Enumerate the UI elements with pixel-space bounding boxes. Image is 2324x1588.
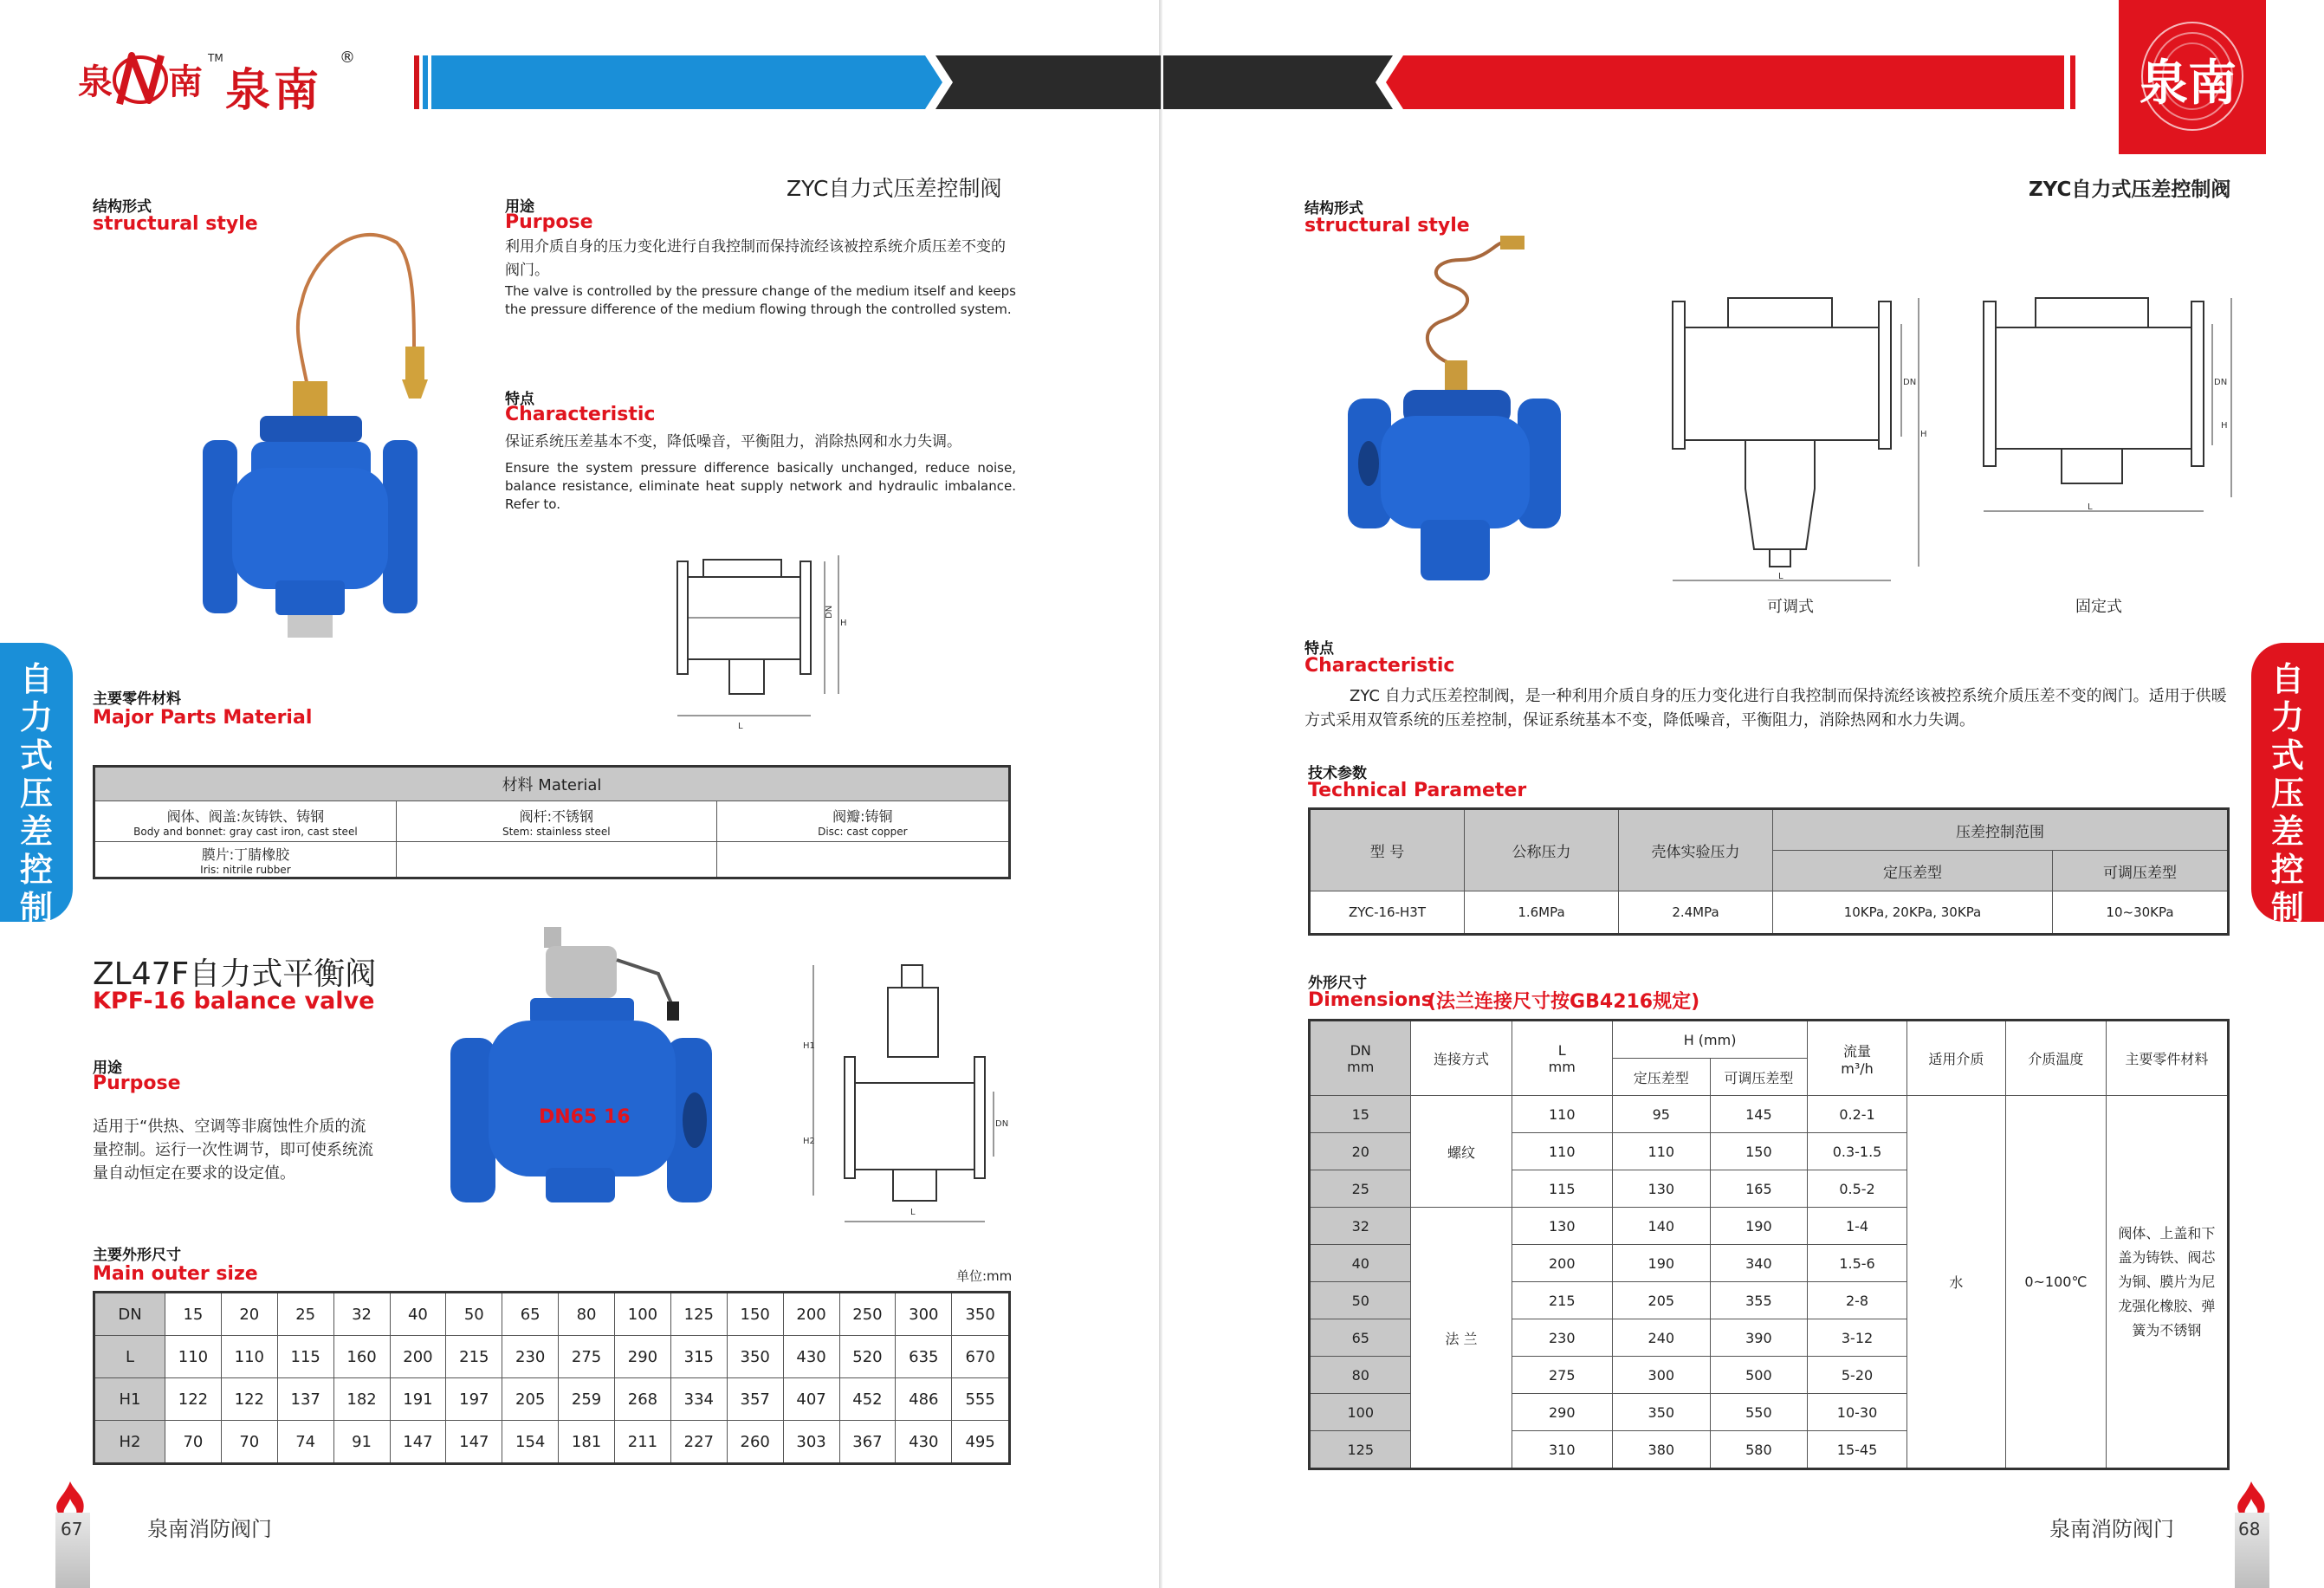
side-tab-char: 差 bbox=[2270, 813, 2304, 851]
left-purpose-zh: 用途 bbox=[505, 198, 534, 216]
size-cell: 160 bbox=[333, 1336, 390, 1378]
tech-table bbox=[1308, 807, 2230, 936]
size-cell: 230 bbox=[502, 1336, 559, 1378]
dim-h-flow-unit: m³/h bbox=[1841, 1060, 1874, 1077]
size-cell: 350 bbox=[727, 1336, 783, 1378]
size-cell: 110 bbox=[165, 1336, 222, 1378]
fixed-label: 固定式 bbox=[2075, 598, 2122, 616]
dim-dn-cell: 20 bbox=[1310, 1133, 1411, 1170]
left-purpose-text-en: The valve is controlled by the pressure change of the medium itself and keeps the pressure difference of the medium flowing through the controlled system. bbox=[505, 283, 1016, 317]
header-band-right bbox=[1163, 55, 2081, 109]
side-tab-char: 自 bbox=[2270, 660, 2304, 698]
zyc-valve-image bbox=[197, 208, 423, 658]
tech-h-fixed: 定压差型 bbox=[1773, 851, 2053, 891]
dim-flow-cell: 15-45 bbox=[1808, 1431, 1907, 1469]
kpf-title: KPF-16 balance valve bbox=[93, 988, 375, 1014]
dim-h-h-adjust: 可调压差型 bbox=[1710, 1059, 1808, 1096]
size-cell: 367 bbox=[839, 1421, 896, 1464]
page-number-right: 68 bbox=[2238, 1519, 2261, 1539]
zyc-valve-image-right bbox=[1348, 234, 1573, 598]
left-purpose2-zh: 用途 bbox=[93, 1060, 122, 1077]
zyc-dimension-drawing bbox=[669, 551, 868, 733]
dim-dn-cell: 65 bbox=[1310, 1319, 1411, 1357]
left-structural-en: structural style bbox=[93, 213, 258, 235]
dim-dn-label: DN bbox=[825, 605, 834, 619]
size-cell: 635 bbox=[896, 1336, 952, 1378]
material-cell-en: Disc: cast copper bbox=[818, 825, 908, 838]
left-purpose2-en: Purpose bbox=[93, 1073, 181, 1094]
dim-dn-label: DN bbox=[2214, 378, 2228, 387]
zl47f-title: ZL47F自力式平衡阀 bbox=[93, 956, 377, 992]
dim-flow-cell: 1-4 bbox=[1808, 1208, 1907, 1245]
valve-cast-mark: DN65 16 bbox=[539, 1106, 631, 1128]
dim-h-dn-unit: mm bbox=[1347, 1058, 1375, 1075]
left-size-zh: 主要外形尺寸 bbox=[93, 1247, 181, 1264]
footer-text-left: 泉南消防阀门 bbox=[147, 1517, 272, 1541]
left-char-zh: 特点 bbox=[505, 391, 534, 408]
size-cell: 110 bbox=[221, 1336, 277, 1378]
dim-h-fixed-cell: 130 bbox=[1613, 1170, 1711, 1208]
book-spine bbox=[1159, 0, 1162, 1588]
tech-cell: 2.4MPa bbox=[1619, 891, 1773, 935]
size-cell: 211 bbox=[615, 1421, 671, 1464]
right-tech-zh: 技术参数 bbox=[1308, 765, 1367, 782]
side-tab-right bbox=[2251, 643, 2324, 965]
dim-l-cell: 310 bbox=[1512, 1431, 1612, 1469]
material-cell-zh: 阀杆:不锈钢 bbox=[519, 807, 593, 825]
side-tab-char: 制 bbox=[19, 889, 53, 927]
dim-h-adjust-cell: 390 bbox=[1710, 1319, 1808, 1357]
dim-l-cell: 290 bbox=[1512, 1394, 1612, 1431]
dim-h-l: L bbox=[1557, 1041, 1566, 1059]
size-cell: 430 bbox=[896, 1421, 952, 1464]
dim-dn-label: DN bbox=[1903, 378, 1917, 387]
dim-dn-cell: 32 bbox=[1310, 1208, 1411, 1245]
size-cell: 227 bbox=[670, 1421, 727, 1464]
size-cell: 250 bbox=[839, 1293, 896, 1336]
size-cell: 259 bbox=[559, 1378, 615, 1421]
tech-h-pressure: 公称压力 bbox=[1465, 809, 1619, 891]
left-purpose-en: Purpose bbox=[505, 211, 593, 233]
dim-l-cell: 230 bbox=[1512, 1319, 1612, 1357]
size-cell: 200 bbox=[783, 1293, 839, 1336]
size-cell: 100 bbox=[615, 1293, 671, 1336]
size-cell: 15 bbox=[165, 1293, 222, 1336]
dim-dn-cell: 25 bbox=[1310, 1170, 1411, 1208]
dim-h-label: H bbox=[1920, 430, 1927, 439]
svg-text:南: 南 bbox=[168, 62, 203, 102]
dim-flow-cell: 0.5-2 bbox=[1808, 1170, 1907, 1208]
header-band-blue-thin bbox=[423, 55, 428, 109]
side-tab-char: 式 bbox=[2270, 736, 2304, 775]
size-cell: 200 bbox=[390, 1336, 446, 1378]
fixed-drawing bbox=[1975, 289, 2235, 532]
dim-flow-cell: 0.3-1.5 bbox=[1808, 1133, 1907, 1170]
size-cell: 137 bbox=[277, 1378, 333, 1421]
material-cell-zh: 膜片:丁腈橡胶 bbox=[201, 846, 290, 863]
size-table bbox=[93, 1291, 1011, 1465]
dim-h-conn: 连接方式 bbox=[1411, 1021, 1512, 1096]
dim-h-label: H bbox=[840, 619, 847, 628]
size-cell: 303 bbox=[783, 1421, 839, 1464]
dim-h-temp: 介质温度 bbox=[2005, 1021, 2106, 1096]
material-cell-en: Body and bonnet: gray cast iron, cast steel bbox=[133, 825, 358, 838]
logo bbox=[78, 43, 372, 117]
dim-h-fixed-cell: 380 bbox=[1613, 1431, 1711, 1469]
dim-h-adjust-cell: 150 bbox=[1710, 1133, 1808, 1170]
size-cell: 555 bbox=[952, 1378, 1010, 1421]
size-row bbox=[94, 1293, 1010, 1336]
side-tab-char: 压 bbox=[2270, 775, 2304, 813]
material-cell-en: Iris: nitrile rubber bbox=[200, 863, 291, 876]
size-cell: 486 bbox=[896, 1378, 952, 1421]
dim-l-cell: 275 bbox=[1512, 1357, 1612, 1394]
size-cell: 50 bbox=[446, 1293, 502, 1336]
tech-cell: 10~30KPa bbox=[2053, 891, 2229, 935]
side-tab-left-text bbox=[0, 660, 73, 965]
size-cell: 215 bbox=[446, 1336, 502, 1378]
left-char-text-zh: 保证系统压差基本不变，降低噪音，平衡阻力，消除热网和水力失调。 bbox=[505, 433, 961, 450]
header-band-red-end bbox=[2070, 55, 2075, 109]
size-cell: 74 bbox=[277, 1421, 333, 1464]
dim-h-l-unit: mm bbox=[1548, 1058, 1576, 1075]
dim-dn-cell: 80 bbox=[1310, 1357, 1411, 1394]
size-cell: 452 bbox=[839, 1378, 896, 1421]
dimensions-table bbox=[1308, 1019, 2230, 1470]
size-cell: 125 bbox=[670, 1293, 727, 1336]
right-dim-zh: 外形尺寸 bbox=[1308, 975, 1367, 992]
dim-l-cell: 200 bbox=[1512, 1245, 1612, 1282]
dim-dn-cell: 40 bbox=[1310, 1245, 1411, 1282]
zl47f-valve-image bbox=[450, 925, 728, 1220]
tech-h-model: 型 号 bbox=[1310, 809, 1465, 891]
size-cell: 91 bbox=[333, 1421, 390, 1464]
seal-text: 泉南 bbox=[2140, 55, 2237, 112]
dim-flow-cell: 3-12 bbox=[1808, 1319, 1907, 1357]
zl47f-dimension-drawing bbox=[801, 962, 1009, 1230]
left-size-en: Main outer size bbox=[93, 1263, 258, 1285]
left-char-text-en: Ensure the system pressure difference basically unchanged, reduce noise, balance resistance, eliminate heat supply network and hydraulic imbalance. Refer to. bbox=[505, 460, 1016, 512]
dim-dn-cell: 125 bbox=[1310, 1431, 1411, 1469]
size-cell: 182 bbox=[333, 1378, 390, 1421]
dim-medium-cell: 水 bbox=[1906, 1096, 2005, 1469]
size-cell: 315 bbox=[670, 1336, 727, 1378]
size-cell: 260 bbox=[727, 1421, 783, 1464]
dim-h-medium: 适用介质 bbox=[1906, 1021, 2005, 1096]
side-tab-char: 控 bbox=[2270, 851, 2304, 889]
size-row-header: H1 bbox=[94, 1378, 165, 1421]
size-row bbox=[94, 1336, 1010, 1378]
svg-text:泉: 泉 bbox=[78, 62, 113, 102]
dim-flow-cell: 5-20 bbox=[1808, 1357, 1907, 1394]
size-cell: 122 bbox=[221, 1378, 277, 1421]
dim-dn-cell: 50 bbox=[1310, 1282, 1411, 1319]
left-parts-en: Major Parts Material bbox=[93, 707, 313, 729]
dim-l-cell: 130 bbox=[1512, 1208, 1612, 1245]
right-tech-en: Technical Parameter bbox=[1308, 780, 1527, 801]
size-cell: 147 bbox=[390, 1421, 446, 1464]
dim-flow-cell: 0.2-1 bbox=[1808, 1096, 1907, 1133]
dim-h-h-fixed: 定压差型 bbox=[1613, 1059, 1711, 1096]
left-purpose2-text: 适用于“供热、空调等非腐蚀性介质的流量控制。运行一次性调节，即可使系统流量自动恒定在要求的设定值。 bbox=[93, 1118, 373, 1183]
dim-h-adjust-cell: 580 bbox=[1710, 1431, 1808, 1469]
dim-h-adjust-cell: 165 bbox=[1710, 1170, 1808, 1208]
size-cell: 268 bbox=[615, 1378, 671, 1421]
size-cell: 115 bbox=[277, 1336, 333, 1378]
size-cell: 70 bbox=[165, 1421, 222, 1464]
trademark-mark: TM bbox=[208, 52, 223, 64]
dim-h-fixed-cell: 110 bbox=[1613, 1133, 1711, 1170]
size-cell: 197 bbox=[446, 1378, 502, 1421]
dim-h-fixed-cell: 205 bbox=[1613, 1282, 1711, 1319]
dim-l-cell: 115 bbox=[1512, 1170, 1612, 1208]
material-cell-en: Stem: stainless steel bbox=[502, 825, 611, 838]
size-row-header: DN bbox=[94, 1293, 165, 1336]
size-row bbox=[94, 1421, 1010, 1464]
material-row bbox=[94, 842, 1010, 878]
size-row-header: H2 bbox=[94, 1421, 165, 1464]
dim-h-fixed-cell: 350 bbox=[1613, 1394, 1711, 1431]
side-tab-char: 力 bbox=[19, 698, 53, 736]
size-row-header: L bbox=[94, 1336, 165, 1378]
right-char-en: Characteristic bbox=[1304, 655, 1455, 677]
dim-temp-cell: 0~100℃ bbox=[2005, 1096, 2106, 1469]
size-cell: 70 bbox=[221, 1421, 277, 1464]
size-cell: 520 bbox=[839, 1336, 896, 1378]
dim-h-fixed-cell: 140 bbox=[1613, 1208, 1711, 1245]
size-cell: 20 bbox=[221, 1293, 277, 1336]
tech-cell: ZYC-16-H3T bbox=[1310, 891, 1465, 935]
dim-h-adjust-cell: 500 bbox=[1710, 1357, 1808, 1394]
side-tab-char: 式 bbox=[19, 736, 53, 775]
size-cell: 32 bbox=[333, 1293, 390, 1336]
size-cell: 65 bbox=[502, 1293, 559, 1336]
dim-conn-cell: 法 兰 bbox=[1411, 1208, 1512, 1469]
material-cell-zh: 阀瓣:铸铜 bbox=[832, 807, 893, 825]
dim-flow-cell: 2-8 bbox=[1808, 1282, 1907, 1319]
material-row bbox=[94, 801, 1010, 842]
size-cell: 80 bbox=[559, 1293, 615, 1336]
tech-h-range: 压差控制范围 bbox=[1773, 809, 2229, 851]
dim-h-adjust-cell: 550 bbox=[1710, 1394, 1808, 1431]
size-cell: 300 bbox=[896, 1293, 952, 1336]
seal-badge bbox=[2119, 0, 2266, 154]
page-number-left: 67 bbox=[61, 1519, 83, 1539]
dim-h-fixed-cell: 190 bbox=[1613, 1245, 1711, 1282]
dim-conn-cell: 螺纹 bbox=[1411, 1096, 1512, 1208]
dim-l-label: L bbox=[1778, 572, 1783, 581]
dim-h-fixed-cell: 300 bbox=[1613, 1357, 1711, 1394]
dim-h-adjust-cell: 355 bbox=[1710, 1282, 1808, 1319]
dim-l-label: L bbox=[2088, 502, 2093, 512]
tech-cell: 10KPa, 20KPa, 30KPa bbox=[1773, 891, 2053, 935]
dim-l-label: L bbox=[910, 1208, 916, 1217]
size-cell: 334 bbox=[670, 1378, 727, 1421]
dim-h-fixed-cell: 95 bbox=[1613, 1096, 1711, 1133]
left-structural-zh: 结构形式 bbox=[93, 198, 152, 216]
right-structural-en: structural style bbox=[1304, 215, 1470, 237]
dim-h-label: H bbox=[2221, 421, 2228, 431]
left-parts-zh: 主要零件材料 bbox=[93, 690, 181, 708]
dim-l-cell: 110 bbox=[1512, 1096, 1612, 1133]
header-band-red-thin bbox=[414, 55, 419, 109]
dim-dn-cell: 100 bbox=[1310, 1394, 1411, 1431]
right-char-zh: 特点 bbox=[1304, 640, 1334, 658]
size-cell: 191 bbox=[390, 1378, 446, 1421]
size-cell: 40 bbox=[390, 1293, 446, 1336]
tech-row bbox=[1310, 891, 2229, 935]
left-purpose-text-zh: 利用介质自身的压力变化进行自我控制而保持流经该被控系统介质压差不变的阀门。 bbox=[505, 238, 1006, 279]
right-char-text: ZYC 自力式压差控制阀，是一种利用介质自身的压力变化进行自我控制而保持流经该被控系统介质压差不变的阀门。适用于供暖方式采用双管系统的压差控制，保证系统基本不变，降低噪音，平衡阻力，消除热网和水力失调。 bbox=[1304, 687, 2227, 729]
size-cell: 290 bbox=[615, 1336, 671, 1378]
size-cell: 205 bbox=[502, 1378, 559, 1421]
tech-h-test: 壳体实验压力 bbox=[1619, 809, 1773, 891]
size-cell: 25 bbox=[277, 1293, 333, 1336]
size-cell: 154 bbox=[502, 1421, 559, 1464]
left-char-en: Characteristic bbox=[505, 404, 656, 425]
side-tab-left bbox=[0, 643, 73, 965]
dim-dn-cell: 15 bbox=[1310, 1096, 1411, 1133]
dim-l-label: L bbox=[738, 722, 743, 731]
dim-h-h: H (mm) bbox=[1613, 1021, 1808, 1059]
left-product-title: ZYC自力式压差控制阀 bbox=[787, 176, 1002, 201]
side-tab-right-text bbox=[2251, 660, 2324, 965]
tech-h-adjust: 可调压差型 bbox=[2053, 851, 2229, 891]
dim-l-cell: 110 bbox=[1512, 1133, 1612, 1170]
adjustable-label: 可调式 bbox=[1767, 598, 1814, 616]
dim-h-adjust-cell: 340 bbox=[1710, 1245, 1808, 1282]
size-cell: 275 bbox=[559, 1336, 615, 1378]
adjustable-drawing bbox=[1667, 289, 1936, 593]
dim-dn-label: DN bbox=[995, 1119, 1009, 1129]
dim-flow-cell: 1.5-6 bbox=[1808, 1245, 1907, 1282]
size-cell: 670 bbox=[952, 1336, 1010, 1378]
dim-h-fixed-cell: 240 bbox=[1613, 1319, 1711, 1357]
dim-h-parts: 主要零件材料 bbox=[2106, 1021, 2228, 1096]
size-cell: 407 bbox=[783, 1378, 839, 1421]
right-structural-zh: 结构形式 bbox=[1304, 200, 1363, 217]
footer-text-right: 泉南消防阀门 bbox=[2049, 1517, 2174, 1541]
side-tab-char: 力 bbox=[2270, 698, 2304, 736]
side-tab-char: 阀 bbox=[19, 927, 53, 965]
size-cell: 150 bbox=[727, 1293, 783, 1336]
size-cell: 147 bbox=[446, 1421, 502, 1464]
tech-cell: 1.6MPa bbox=[1465, 891, 1619, 935]
dim-h-dn: DN bbox=[1350, 1041, 1371, 1059]
side-tab-char: 控 bbox=[19, 851, 53, 889]
right-product-title: ZYC自力式压差控制阀 bbox=[2029, 178, 2231, 201]
dim-row bbox=[1310, 1096, 2229, 1133]
side-tab-char: 阀 bbox=[2270, 927, 2304, 965]
size-cell: 122 bbox=[165, 1378, 222, 1421]
left-unit: 单位:mm bbox=[956, 1268, 1013, 1284]
material-cell-zh: 阀体、阀盖:灰铸铁、铸钢 bbox=[166, 807, 325, 825]
side-tab-char: 制 bbox=[2270, 889, 2304, 927]
right-dim-note: (法兰连接尺寸按GB4216规定) bbox=[1427, 991, 1700, 1013]
logo-word: 泉南 bbox=[225, 65, 323, 117]
registered-mark: ® bbox=[340, 49, 355, 67]
dim-l-cell: 215 bbox=[1512, 1282, 1612, 1319]
size-cell: 357 bbox=[727, 1378, 783, 1421]
side-tab-char: 自 bbox=[19, 660, 53, 698]
dim-h-adjust-cell: 145 bbox=[1710, 1096, 1808, 1133]
side-tab-char: 差 bbox=[19, 813, 53, 851]
material-table bbox=[93, 765, 1011, 879]
size-row bbox=[94, 1378, 1010, 1421]
dim-flow-cell: 10-30 bbox=[1808, 1394, 1907, 1431]
size-cell: 350 bbox=[952, 1293, 1010, 1336]
dim-h-adjust-cell: 190 bbox=[1710, 1208, 1808, 1245]
size-cell: 181 bbox=[559, 1421, 615, 1464]
size-cell: 495 bbox=[952, 1421, 1010, 1464]
side-tab-char: 压 bbox=[19, 775, 53, 813]
material-table-header: 材料 Material bbox=[94, 767, 1010, 801]
header-band-left bbox=[431, 55, 1161, 109]
dim-parts-cell: 阀体、上盖和下盖为铸铁、阀芯为铜、膜片为尼龙强化橡胶、弹簧为不锈钢 bbox=[2106, 1096, 2228, 1469]
dim-h-flow: 流量 bbox=[1843, 1042, 1872, 1060]
dim-h2-label: H2 bbox=[803, 1137, 815, 1146]
size-cell: 430 bbox=[783, 1336, 839, 1378]
dim-h1-label: H1 bbox=[803, 1041, 815, 1051]
right-dim-en: Dimensions bbox=[1308, 989, 1433, 1011]
